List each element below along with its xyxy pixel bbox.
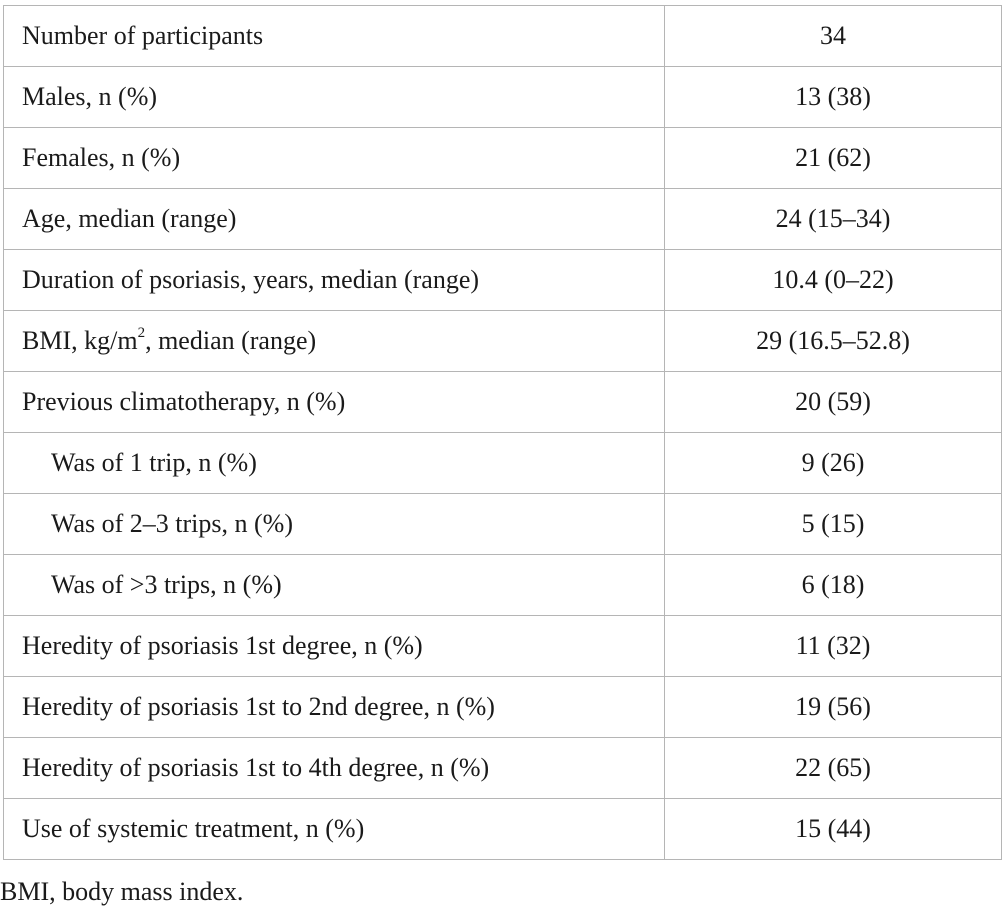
row-label-sub: Was of >3 trips, n (%) [4, 555, 665, 616]
row-value: 9 (26) [665, 433, 1002, 494]
row-value: 6 (18) [665, 555, 1002, 616]
row-value: 19 (56) [665, 677, 1002, 738]
row-value: 34 [665, 6, 1002, 67]
table-row [4, 372, 1002, 433]
table-row [4, 128, 1002, 189]
table-row [4, 738, 1002, 799]
table-row [4, 799, 1002, 860]
bmi-label-prefix: BMI, kg/m [22, 326, 138, 355]
row-label: Number of participants [4, 6, 665, 67]
characteristics-table-container [3, 5, 1002, 860]
table-row [4, 311, 1002, 372]
row-value: 24 (15–34) [665, 189, 1002, 250]
table-row [4, 189, 1002, 250]
table-row [4, 616, 1002, 677]
row-value: 10.4 (0–22) [665, 250, 1002, 311]
row-value: 11 (32) [665, 616, 1002, 677]
row-label: Females, n (%) [4, 128, 665, 189]
bmi-label-suffix: , median (range) [145, 326, 317, 355]
table-row [4, 555, 1002, 616]
table-row [4, 250, 1002, 311]
row-value: 5 (15) [665, 494, 1002, 555]
row-value: 29 (16.5–52.8) [665, 311, 1002, 372]
table-footnote: BMI, body mass index. [0, 877, 244, 906]
table-row [4, 6, 1002, 67]
row-value: 22 (65) [665, 738, 1002, 799]
row-label-sub: Was of 1 trip, n (%) [4, 433, 665, 494]
row-value: 20 (59) [665, 372, 1002, 433]
row-label: Use of systemic treatment, n (%) [4, 799, 665, 860]
row-label-sub: Was of 2–3 trips, n (%) [4, 494, 665, 555]
row-value: 13 (38) [665, 67, 1002, 128]
row-label-bmi [4, 311, 665, 372]
bmi-label-superscript: 2 [137, 325, 146, 342]
table-row [4, 677, 1002, 738]
row-label: Age, median (range) [4, 189, 665, 250]
table-row [4, 433, 1002, 494]
row-label: Heredity of psoriasis 1st to 4th degree, n (%) [4, 738, 665, 799]
table-row [4, 67, 1002, 128]
row-label: Duration of psoriasis, years, median (range) [4, 250, 665, 311]
row-label: Males, n (%) [4, 67, 665, 128]
row-label: Heredity of psoriasis 1st degree, n (%) [4, 616, 665, 677]
row-value: 15 (44) [665, 799, 1002, 860]
row-label: Heredity of psoriasis 1st to 2nd degree, n (%) [4, 677, 665, 738]
row-label: Previous climatotherapy, n (%) [4, 372, 665, 433]
participant-characteristics-table [3, 5, 1002, 860]
row-value: 21 (62) [665, 128, 1002, 189]
table-row [4, 494, 1002, 555]
